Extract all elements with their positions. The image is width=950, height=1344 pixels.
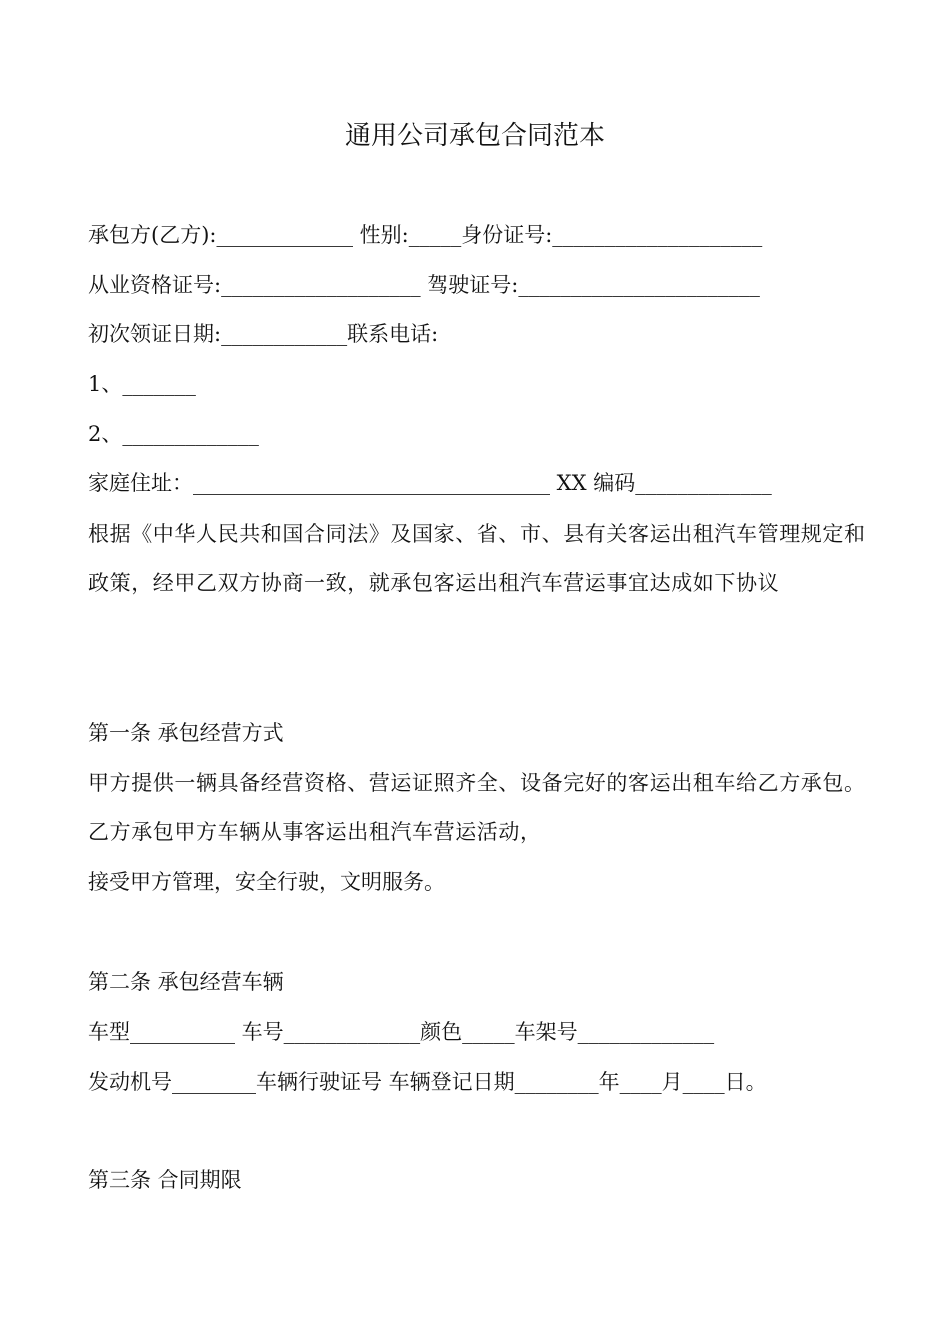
phone-2-line: 2、_____________ bbox=[88, 422, 259, 446]
phone-1-line: 1、_______ bbox=[88, 372, 196, 396]
vehicle-registration-line: 发动机号________车辆行驶证号 车辆登记日期________年____月____日。 bbox=[88, 1070, 767, 1094]
article-2-heading: 第二条 承包经营车辆 bbox=[88, 970, 284, 994]
contractor-info-line: 承包方(乙方):_____________ 性别:_____身份证号:____________________ bbox=[88, 223, 763, 247]
intro-paragraph: 根据《中华人民共和国合同法》及国家、省、市、县有关客运出租汽车管理规定和政策，经甲乙双方协商一致，就承包客运出租汽车营运事宜达成如下协议 bbox=[88, 522, 866, 595]
license-info-line: 从业资格证号:___________________ 驾驶证号:_______________________ bbox=[88, 273, 760, 297]
document-title: 通用公司承包合同范本 bbox=[344, 121, 605, 151]
article-1-body-end: 接受甲方管理，安全行驶，文明服务。 bbox=[88, 870, 445, 894]
article-1-body: 甲方提供一辆具备经营资格、营运证照齐全、设备完好的客运出租车给乙方承包。 乙方承包甲方车辆从事客运出租汽车营运活动， bbox=[88, 771, 866, 844]
article-1-heading: 第一条 承包经营方式 bbox=[88, 721, 284, 745]
vehicle-info-line: 车型__________ 车号_____________颜色_____车架号_____________ bbox=[88, 1020, 715, 1044]
first-license-date-line: 初次领证日期:____________联系电话: bbox=[88, 322, 439, 346]
article-3-heading: 第三条 合同期限 bbox=[88, 1168, 242, 1192]
home-address-line: 家庭住址：__________________________________ XX 编码_____________ bbox=[88, 471, 772, 495]
